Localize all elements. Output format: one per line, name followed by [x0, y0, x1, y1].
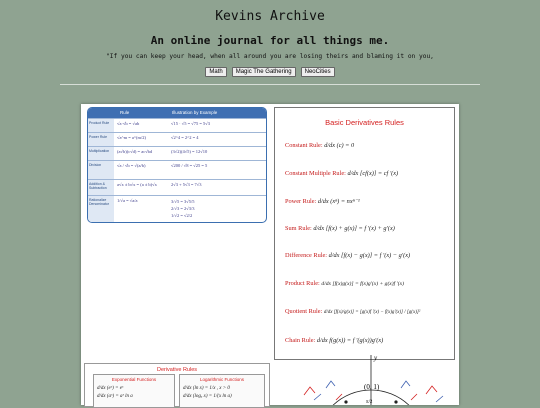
- table-row: [88, 132, 266, 146]
- derivative-rules-card: [84, 363, 270, 407]
- row-rule: √a·√b = √ab: [117, 121, 140, 126]
- derivative-rule: Constant Multiple Rule: d/dx [cf(x)] = cf '(x): [285, 170, 399, 177]
- nav-mtg-button[interactable]: Magic The Gathering: [232, 67, 296, 77]
- y-axis-label: y: [374, 354, 378, 362]
- nav-math-button[interactable]: Math: [205, 67, 226, 77]
- derivative-rule: Chain Rule: d/dx f(g(x)) = f '(g(x))g'(x): [285, 337, 384, 344]
- derivatives-title: Basic Derivatives Rules: [325, 118, 404, 127]
- table-row: [88, 146, 266, 160]
- derivative-rule: Difference Rule: d/dx [f(x) − g(x)] = f '(x) − g'(x): [285, 252, 411, 259]
- logarithmic-box: [179, 374, 265, 408]
- exponential-title: Exponential Functions: [111, 377, 157, 382]
- nav-neocities-button[interactable]: NeoCities: [301, 67, 335, 77]
- row-rule: (a√b)(c√d) = ac√bd: [117, 149, 153, 154]
- point-label: (0, 1): [364, 383, 380, 391]
- site-title: Kevins Archive: [215, 9, 325, 24]
- logarithmic-title: Logarithmic Functions: [199, 377, 245, 382]
- row-rule: a√x ± b√x = (a ± b)√x: [117, 182, 157, 187]
- radical-rules-table: [87, 107, 267, 223]
- derivative-rules-title: Derivative Rules: [156, 367, 198, 373]
- row-rule: √a / √b = √(a/b): [117, 163, 146, 168]
- row-name: Rationalize Denominator: [88, 196, 114, 223]
- table-header: [88, 108, 266, 118]
- formula: d/dx (eˣ) = eˣ: [97, 386, 124, 391]
- row-name: Addition & Subtraction: [88, 180, 114, 195]
- row-name: Power Rule: [88, 133, 114, 146]
- formula: d/dx (logₐ x) = 1/(x ln a): [183, 394, 232, 399]
- table-header-example: Illustration by Example: [172, 110, 218, 115]
- angle-label: π/2: [366, 400, 373, 405]
- row-name: Product Rule: [88, 119, 114, 132]
- nav-bar: [0, 67, 540, 77]
- row-example: √200 / √8 = √25 = 5: [171, 163, 208, 168]
- table-row: [88, 179, 266, 195]
- unit-circle-image: [286, 350, 456, 405]
- basic-derivatives-card: [274, 107, 455, 360]
- table-row: [88, 160, 266, 179]
- row-example: 3/√5 = 3√5/5 2/√3 = 2√3/3 1/√2 = √2/2: [171, 199, 195, 218]
- derivative-rule: Sum Rule: d/dx [f(x) + g(x)] = f '(x) + g'(x): [285, 225, 395, 232]
- formula: d/dx (aˣ) = aˣ ln a: [97, 394, 133, 399]
- row-example: 2√3 + 5√3 = 7√3: [171, 182, 202, 187]
- exponential-box: [93, 374, 175, 408]
- row-rule: 1/√a = √a/a: [117, 198, 138, 203]
- header-quote: "If you can keep your head, when all around you are losing theirs and blaming it on you,: [106, 53, 434, 60]
- table-row: [88, 118, 266, 132]
- row-rule: √a^m = a^(m/2): [117, 135, 146, 140]
- table-row: [88, 195, 266, 223]
- derivative-rule: Product Rule: d/dx [f(x)g(x)] = f(x)g'(x) + g(x)f '(x): [285, 280, 405, 287]
- circle-point: [394, 400, 397, 403]
- derivative-rule: Constant Rule: d/dx (c) = 0: [285, 142, 355, 149]
- row-example: √2^4 = 2^2 = 4: [171, 135, 199, 140]
- row-example: (3√2)(4√5) = 12√10: [171, 149, 208, 154]
- site-subtitle: An online journal for all things me.: [150, 34, 390, 47]
- content-panel: [81, 104, 459, 405]
- formula: d/dx (ln x) = 1/x , x > 0: [183, 386, 230, 391]
- row-example: √15 · √5 = √75 = 5√3: [171, 121, 210, 126]
- circle-point: [344, 400, 347, 403]
- derivative-rule: Power Rule: d/dx (xⁿ) = nxⁿ⁻¹: [285, 198, 360, 205]
- table-header-rule: Rule: [120, 110, 130, 115]
- header-divider: [60, 84, 480, 85]
- derivative-rule: Quotient Rule: d/dx [f(x)/g(x)] = [g(x)f '(x) − f(x)g'(x)] / [g(x)]²: [285, 308, 421, 315]
- row-name: Division: [88, 161, 114, 179]
- row-name: Multiplication: [88, 147, 114, 160]
